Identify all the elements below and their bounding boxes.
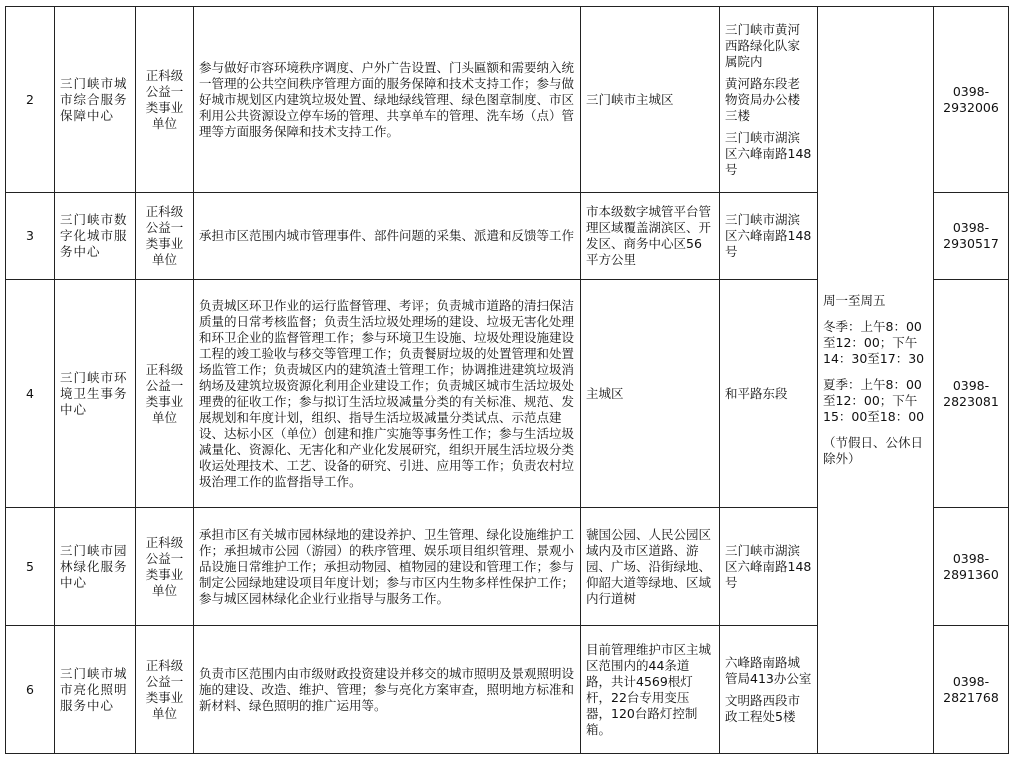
- address-line: 和平路东段: [725, 385, 788, 401]
- unit-level: 正科级公益一类事业单位: [136, 7, 194, 193]
- hours-note: （节假日、公休日除外）: [823, 435, 924, 466]
- unit-duty: 负责市区范围内由市级财政投资建设并移交的城市照明及景观照明设施的建设、改造、维护、管理；参与亮化方案审查，照明地方标准和新材料、绿色照明的推广运用等。: [194, 626, 581, 754]
- unit-phone: 0398-2930517: [934, 193, 1009, 280]
- unit-name: 三门峡市城市亮化照明服务中心: [55, 626, 136, 754]
- address-line: 文明路西段市政工程处5楼: [725, 692, 801, 724]
- hours-summer: 夏季：上午8：00至12：00；下午15：00至18：00: [823, 377, 925, 424]
- unit-name: 三门峡市城市综合服务保障中心: [55, 7, 136, 193]
- address-line: 三门峡市湖滨区六峰南路148号: [725, 542, 812, 590]
- row-number: 5: [6, 508, 55, 626]
- hours-winter: 冬季：上午8：00至12：00；下午14：30至17：30: [823, 319, 925, 366]
- table-row: [6, 7, 1009, 193]
- row-number: 2: [6, 7, 55, 193]
- unit-phone: 0398-2821768: [934, 626, 1009, 754]
- address-line: 黄河路东段老物资局办公楼三楼: [725, 75, 801, 123]
- unit-address: [720, 626, 818, 754]
- unit-level: 正科级公益一类事业单位: [136, 508, 194, 626]
- unit-level: 正科级公益一类事业单位: [136, 280, 194, 508]
- address-line: 三门峡市湖滨区六峰南路148号: [725, 129, 812, 177]
- service-area: 主城区: [581, 280, 720, 508]
- unit-duty: 负责城区环卫作业的运行监督管理、考评；负责城市道路的清扫保洁质量的日常考核监督；负责生活垃圾处理场的建设、垃圾无害化处理和环卫企业的监督管理工作；参与环境卫生设施、垃圾处理设施建设工程的竣工验收与移交等管理工作；负责餐厨垃圾的处置管理和处置场监管工作；负责城区内的建筑渣土管理工作；协调推进建筑垃圾消纳场及建筑垃圾资源化利用企业建设工作；负责城区城市生活垃圾处理费的征收工作；参与拟订生活垃圾减量分类的有关标准、规范、发展规划和年度计划，组织、指导生活垃圾减量分类试点、示范点建设、达标小区（单位）创建和推广实施等事务性工作；参与生活垃圾减量化、资源化、无害化和产业化发展研究，组织开展生活垃圾分类收运处理技术、工艺、设备的研究、引进、应用等工作；负责农村垃圾治理工作的监督指导工作。: [194, 280, 581, 508]
- unit-address: [720, 7, 818, 193]
- unit-name: 三门峡市环境卫生事务中心: [55, 280, 136, 508]
- unit-address: [720, 193, 818, 280]
- row-number: 3: [6, 193, 55, 280]
- address-line: 三门峡市湖滨区六峰南路148号: [725, 212, 812, 259]
- unit-duty: 承担市区范围内城市管理事件、部件问题的采集、派遣和反馈等工作: [194, 193, 581, 280]
- unit-address: [720, 280, 818, 508]
- unit-address: [720, 508, 818, 626]
- unit-name: 三门峡市数字化城市服务中心: [55, 193, 136, 280]
- hours-days: 周一至周五: [823, 293, 886, 308]
- unit-duty: 参与做好市容环境秩序调度、户外广告设置、门头匾额和需要纳入统一管理的公共空间秩序管理方面的服务保障和技术支持工作；参与做好城市规划区内建筑垃圾处置、绿地绿线管理、绿色图章制度、市区利用公共资源设立停车场的管理、共享单车的管理、洗车场（点）管理等方面服务保障和技术支持工作。: [194, 7, 581, 193]
- address-line: 六峰路南路城管局413办公室: [725, 654, 812, 686]
- office-hours: [818, 7, 934, 754]
- row-number: 6: [6, 626, 55, 754]
- unit-duty: 承担市区有关城市园林绿地的建设养护、卫生管理、绿化设施维护工作；承担城市公园（游园）的秩序管理、娱乐项目组织管理、景观小品设施日常维护工作；承担动物园、植物园的建设和管理工作；参与制定公园绿地建设项目年度计划；参与市区内生物多样性保护工作；参与城区园林绿化企业行业指导与服务工作。: [194, 508, 581, 626]
- unit-level: 正科级公益一类事业单位: [136, 626, 194, 754]
- service-area: 三门峡市主城区: [581, 7, 720, 193]
- unit-phone: 0398-2932006: [934, 7, 1009, 193]
- service-area: 市本级数字城管平台管理区域覆盖湖滨区、开发区、商务中心区56平方公里: [581, 193, 720, 280]
- row-number: 4: [6, 280, 55, 508]
- service-area: 虢国公园、人民公园区域内及市区道路、游园、广场、沿街绿地、仰韶大道等绿地、区域内行道树: [581, 508, 720, 626]
- unit-phone: 0398-2891360: [934, 508, 1009, 626]
- unit-phone: 0398-2823081: [934, 280, 1009, 508]
- unit-name: 三门峡市园林绿化服务中心: [55, 508, 136, 626]
- service-table: [5, 6, 1009, 754]
- service-area: 目前管理维护市区主城区范围内的44条道路，共计4569根灯杆，22台专用变压器，120台路灯控制箱。: [581, 626, 720, 754]
- address-line: 三门峡市黄河西路绿化队家属院内: [725, 21, 801, 69]
- unit-level: 正科级公益一类事业单位: [136, 193, 194, 280]
